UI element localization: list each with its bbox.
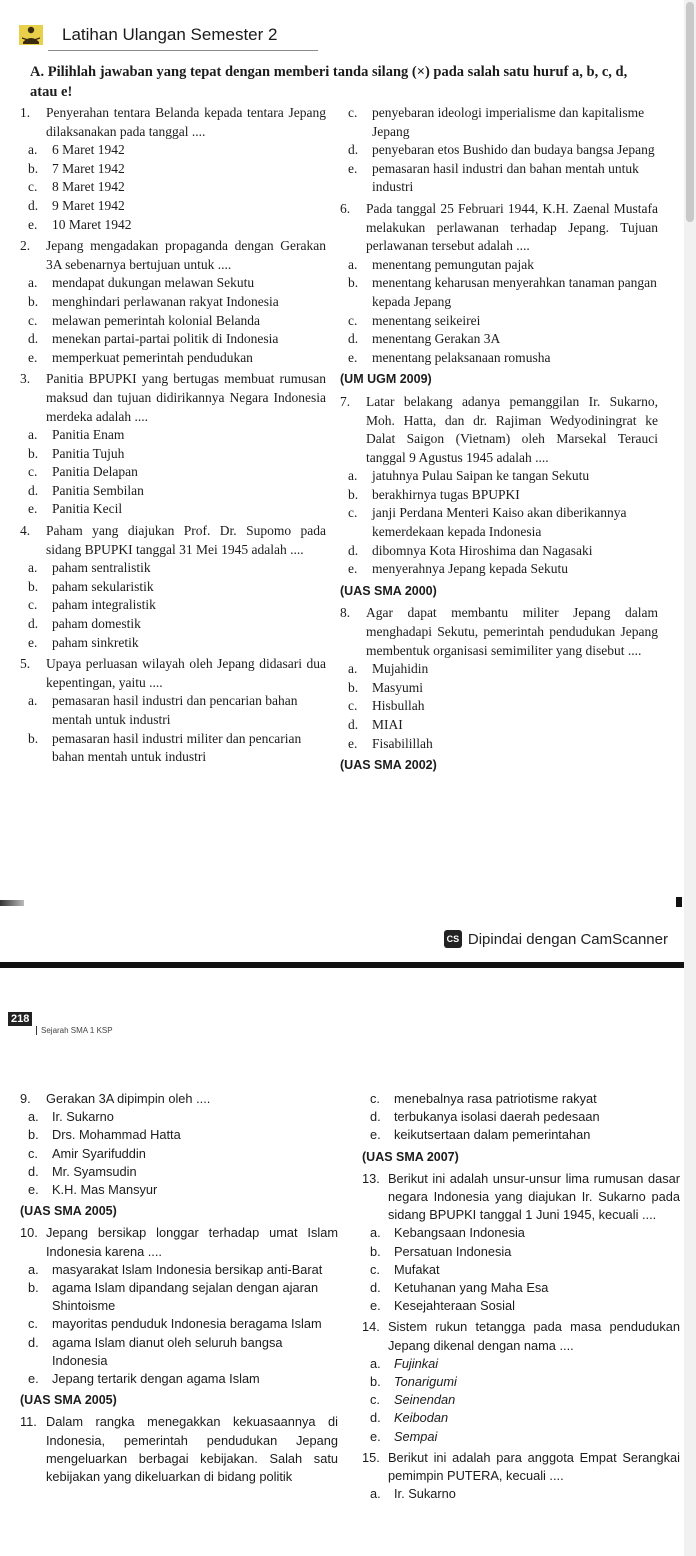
option-text: Tonarigumi [394, 1374, 457, 1390]
answer-option[interactable] [20, 1370, 338, 1388]
option-text: berakhirnya tugas BPUPKI [372, 486, 520, 502]
option-letter[interactable]: c. [348, 698, 358, 714]
answer-option[interactable] [362, 1126, 680, 1144]
question-item [20, 522, 326, 652]
answer-option[interactable] [20, 1279, 338, 1315]
question-text: Panitia BPUPKI yang bertugas membuat rumusan maksud dan tujuan didirikannya Negara Indonesia merdeka adalah .... [46, 371, 326, 424]
question-stem [362, 1449, 680, 1485]
question-text: Upaya perluasan wilayah oleh Jepang didasari dua kepentingan, yaitu .... [46, 656, 326, 690]
option-letter[interactable]: e. [28, 349, 38, 365]
option-letter[interactable]: d. [348, 542, 359, 558]
option-text: paham sentralistik [52, 560, 151, 576]
option-letter[interactable]: c. [348, 105, 358, 120]
question-text: Pada tanggal 25 Februari 1944, K.H. Zaenal Mustafa melakukan perlawanan terhadap Jepang. Tujuan perlawanan tersebut adalah .... [366, 200, 658, 254]
question-number: 7. [340, 393, 351, 409]
option-text: MIAI [372, 717, 403, 732]
question-text: Berikut ini adalah unsur-unsur lima rumusan dasar negara Indonesia yang diajukan Ir. Sukarno pada sidang BPUPKI tanggal 1 Juni 1945, kecuali .... [388, 1170, 680, 1223]
question-stem [362, 1170, 680, 1225]
question-item [20, 1224, 338, 1409]
option-letter[interactable]: b. [370, 1374, 381, 1390]
option-text: Kebangsaan Indonesia [394, 1225, 525, 1241]
option-text: paham domestik [52, 616, 141, 632]
option-letter[interactable]: e. [348, 349, 358, 365]
option-letter[interactable]: d. [370, 1410, 381, 1426]
option-letter[interactable]: e. [370, 1298, 381, 1314]
option-letter[interactable]: a. [348, 256, 358, 272]
answer-option[interactable] [20, 596, 326, 615]
question-stem [340, 200, 658, 256]
question-number: 13. [362, 1170, 380, 1186]
answer-option[interactable] [20, 559, 326, 578]
option-text: Kesejahteraan Sosial [394, 1298, 515, 1314]
scan-artifact [0, 900, 24, 906]
question-text: Jepang mengadakan propaganda dengan Gerakan 3A sebenarnya bertujuan untuk .... [46, 238, 326, 272]
option-letter[interactable]: b. [28, 1127, 39, 1143]
option-text: Keibodan [394, 1410, 449, 1426]
option-text: agama Islam dipandang sejalan dengan ajaran Shintoisme [52, 1280, 319, 1314]
option-letter[interactable]: d. [28, 331, 39, 347]
question-item [20, 104, 326, 234]
option-letter[interactable]: a. [28, 560, 38, 576]
answer-option[interactable] [362, 1261, 680, 1279]
option-text: penyebaran etos Bushido dan budaya bangsa Jepang [372, 142, 655, 158]
option-letter[interactable]: e. [28, 634, 38, 650]
question-text: Penyerahan tentara Belanda kepada tentara Jepang dilaksanakan pada tanggal .... [46, 105, 326, 139]
answer-option[interactable] [340, 160, 658, 197]
option-text: Ir. Sukarno [394, 1486, 456, 1502]
option-letter[interactable]: a. [348, 468, 358, 484]
question-number: 9. [20, 1091, 31, 1106]
option-letter[interactable]: a. [348, 661, 358, 677]
question-item [20, 1413, 338, 1486]
option-text: menentang seikeirei [372, 312, 481, 328]
option-letter[interactable]: c. [28, 464, 38, 480]
question-item [340, 393, 658, 601]
option-text: dibomnya Kota Hiroshima dan Nagasaki [372, 542, 593, 558]
option-letter[interactable]: e. [28, 1182, 39, 1198]
camscanner-logo-icon: CS [444, 930, 462, 948]
question-source: (UAS SMA 2002) [340, 758, 437, 773]
option-letter[interactable]: e. [28, 216, 38, 232]
option-text: melawan pemerintah kolonial Belanda [52, 312, 261, 328]
option-letter[interactable]: d. [28, 482, 39, 498]
answer-option[interactable] [340, 312, 658, 331]
option-text: paham sinkretik [52, 634, 139, 650]
option-letter[interactable]: b. [28, 578, 39, 594]
answer-option[interactable] [340, 716, 658, 735]
option-text: Fisabilillah [372, 735, 433, 751]
option-text: Persatuan Indonesia [394, 1243, 512, 1259]
option-letter[interactable]: a. [28, 1109, 39, 1125]
option-letter[interactable]: e. [28, 501, 38, 517]
answer-option[interactable] [20, 293, 326, 312]
option-text: Panitia Delapan [52, 464, 138, 480]
option-text: 9 Maret 1942 [52, 197, 125, 213]
question-text: Berikut ini adalah para anggota Empat Serangkai pemimpin PUTERA, kecuali .... [388, 1449, 680, 1484]
option-letter[interactable]: a. [370, 1225, 381, 1241]
answer-option[interactable] [20, 1108, 338, 1126]
option-letter[interactable]: c. [348, 312, 358, 328]
answer-option[interactable] [362, 1108, 680, 1126]
question-number: 3. [20, 371, 31, 387]
option-letter[interactable]: d. [370, 1280, 381, 1296]
option-text: Ir. Sukarno [52, 1109, 114, 1125]
option-text: Ketuhanan yang Maha Esa [394, 1280, 549, 1296]
question-item [340, 604, 658, 774]
option-letter[interactable]: a. [28, 142, 38, 158]
option-letter[interactable]: a. [28, 693, 38, 709]
right-column [340, 104, 658, 779]
answer-option[interactable] [20, 178, 326, 197]
option-letter[interactable]: a. [370, 1486, 381, 1502]
option-text: Seinendan [394, 1392, 456, 1408]
answer-option[interactable] [20, 445, 326, 464]
question-number: 6. [340, 200, 351, 216]
answer-option[interactable] [362, 1224, 680, 1242]
answer-option[interactable] [362, 1391, 680, 1409]
option-text: pemasaran hasil industri militer dan pencarian bahan mentah untuk industri [52, 730, 302, 765]
option-letter[interactable]: c. [28, 179, 38, 195]
scan-artifact [676, 897, 682, 907]
option-letter[interactable]: a. [28, 275, 38, 291]
question-number: 4. [20, 523, 31, 539]
left-column [20, 104, 326, 770]
page2-left-column [20, 1090, 338, 1489]
question-source: (UAS SMA 2005) [20, 1393, 117, 1408]
answer-option[interactable] [20, 1126, 338, 1144]
answer-option[interactable] [20, 482, 326, 501]
scrollbar[interactable] [684, 0, 696, 1556]
option-letter[interactable]: e. [370, 1428, 381, 1444]
question-stem [340, 393, 658, 467]
answer-option[interactable] [340, 104, 658, 141]
answer-option[interactable] [340, 330, 658, 349]
answer-option[interactable] [20, 216, 326, 235]
option-letter[interactable]: d. [28, 1163, 39, 1179]
option-letter[interactable]: e. [348, 160, 358, 176]
option-text: menentang pelaksanaan romusha [372, 349, 551, 365]
question-source: (UM UGM 2009) [340, 372, 432, 387]
question-item [362, 1318, 680, 1445]
option-text: Hisbullah [372, 698, 425, 714]
answer-option[interactable] [340, 274, 658, 311]
answer-option[interactable] [20, 274, 326, 293]
option-text: Drs. Mohammad Hatta [52, 1127, 181, 1143]
question-continuation [340, 104, 658, 197]
question-text: Sistem rukun tetangga pada masa pendudukan Jepang dikenal dengan nama .... [388, 1319, 680, 1353]
option-text: Mr. Syamsudin [52, 1163, 137, 1179]
answer-option[interactable] [20, 160, 326, 179]
option-text: Jepang tertarik dengan agama Islam [52, 1371, 260, 1387]
question-number: 2. [20, 238, 31, 254]
answer-option[interactable] [20, 1145, 338, 1163]
question-item [340, 200, 658, 389]
option-letter[interactable]: c. [370, 1392, 380, 1408]
option-letter[interactable]: c. [348, 505, 358, 521]
option-letter[interactable]: e. [28, 1371, 39, 1387]
option-letter[interactable]: b. [348, 486, 359, 502]
answer-option[interactable] [20, 426, 326, 445]
answer-option[interactable] [20, 1315, 338, 1333]
option-letter[interactable]: c. [370, 1091, 380, 1106]
question-text: Gerakan 3A dipimpin oleh .... [46, 1091, 211, 1106]
answer-option[interactable] [20, 634, 326, 653]
answer-option[interactable] [362, 1373, 680, 1391]
question-text: Jepang bersikap longgar terhadap umat Islam Indonesia karena .... [46, 1225, 338, 1259]
running-head: Sejarah SMA 1 KSP [36, 1026, 113, 1035]
question-item [20, 655, 326, 767]
answer-option[interactable] [20, 141, 326, 160]
answer-option[interactable] [362, 1243, 680, 1261]
option-letter[interactable]: e. [348, 735, 358, 751]
option-text: keikutsertaan dalam pemerintahan [394, 1127, 591, 1143]
page-title: Latihan Ulangan Semester 2 [62, 25, 278, 44]
question-number: 5. [20, 656, 31, 672]
answer-option[interactable] [20, 312, 326, 331]
question-stem [20, 1413, 338, 1486]
answer-option[interactable] [20, 463, 326, 482]
option-text: memperkuat pemerintah pendudukan [52, 349, 253, 365]
question-text: Agar dapat membantu militer Jepang dalam menghadapi Sekutu, pemerintah pendudukan Jepang membentuk organisasi semimiliter yang disebut .... [366, 605, 658, 658]
answer-option[interactable] [340, 349, 658, 368]
question-stem [20, 1224, 338, 1260]
option-letter[interactable]: d. [370, 1109, 381, 1125]
option-text: K.H. Mas Mansyur [52, 1182, 158, 1198]
answer-option[interactable] [340, 256, 658, 275]
option-text: Mujahidin [372, 661, 429, 677]
option-text: Sempai [394, 1428, 438, 1444]
answer-option[interactable] [20, 692, 326, 729]
option-letter[interactable]: b. [28, 1280, 39, 1296]
answer-option[interactable] [362, 1409, 680, 1427]
answer-option[interactable] [340, 141, 658, 160]
answer-option[interactable] [340, 660, 658, 679]
option-text: 10 Maret 1942 [52, 216, 132, 232]
option-text: janji Perdana Menteri Kaiso akan diberikannya kemerdekaan kepada Indonesia [372, 505, 627, 540]
question-stem [20, 104, 326, 141]
option-text: mayoritas penduduk Indonesia beragama Islam [52, 1316, 322, 1332]
answer-option[interactable] [340, 697, 658, 716]
option-letter[interactable]: b. [28, 445, 39, 461]
option-text: pemasaran hasil industri dan bahan mentah untuk industri [372, 160, 639, 195]
answer-option[interactable] [362, 1485, 680, 1503]
question-stem [20, 1090, 338, 1108]
option-letter[interactable]: b. [28, 293, 39, 309]
question-stem [20, 522, 326, 559]
answer-option[interactable] [340, 486, 658, 505]
question-number: 10. [20, 1225, 38, 1241]
option-text: 7 Maret 1942 [52, 160, 125, 176]
answer-option[interactable] [20, 1181, 338, 1199]
option-letter[interactable]: d. [348, 331, 359, 347]
option-text: Panitia Enam [52, 427, 125, 443]
answer-option[interactable] [20, 330, 326, 349]
option-text: menekan partai-partai politik di Indonesia [52, 331, 279, 347]
option-text: Mufakat [394, 1261, 440, 1277]
answer-option[interactable] [340, 560, 658, 579]
option-text: pemasaran hasil industri dan pencarian bahan mentah untuk industri [52, 693, 298, 727]
option-text: Panitia Tujuh [52, 445, 125, 461]
question-item [20, 1090, 338, 1220]
question-item [20, 237, 326, 367]
option-letter[interactable]: c. [28, 1316, 38, 1332]
question-item [20, 370, 326, 519]
question-text: Paham yang diajukan Prof. Dr. Supomo pada sidang BPUPKI tanggal 31 Mei 1945 adalah .... [46, 523, 326, 557]
answer-option[interactable] [340, 504, 658, 541]
option-text: agama Islam dianut oleh seluruh bangsa Indonesia [52, 1334, 283, 1368]
answer-option[interactable] [362, 1279, 680, 1297]
question-number: 1. [20, 105, 31, 120]
question-text: Dalam rangka menegakkan kekuasaannya di Indonesia, pemerintah pendudukan Jepang mengeluarkan berbagai kebijakan. Salah satu kebijakan yang dikeluarkan di bidang politik [46, 1414, 338, 1485]
question-number: 11. [20, 1414, 37, 1430]
option-text: menentang keharusan menyerahkan tanaman pangan kepada Jepang [372, 275, 657, 309]
option-text: jatuhnya Pulau Saipan ke tangan Sekutu [372, 468, 590, 484]
answer-option[interactable] [20, 1334, 338, 1370]
answer-option[interactable] [20, 1261, 338, 1279]
option-text: Amir Syarifuddin [52, 1145, 146, 1161]
answer-option[interactable] [20, 578, 326, 597]
question-number: 8. [340, 605, 351, 621]
option-letter[interactable]: d. [28, 616, 39, 632]
book-reader-icon [18, 22, 44, 48]
answer-option[interactable] [362, 1428, 680, 1446]
question-source: (UAS SMA 2000) [340, 583, 437, 598]
answer-option[interactable] [20, 500, 326, 519]
question-source: (UAS SMA 2005) [20, 1204, 117, 1219]
section-header [18, 20, 277, 50]
page-divider [0, 962, 684, 968]
option-text: 8 Maret 1942 [52, 179, 125, 195]
option-letter[interactable]: b. [370, 1243, 381, 1259]
option-text: menyerahnya Jepang kepada Sekutu [372, 561, 569, 577]
option-letter[interactable]: c. [370, 1261, 380, 1277]
option-text: Panitia Sembilan [52, 482, 144, 498]
option-text: Fujinkai [394, 1355, 439, 1371]
answer-option[interactable] [20, 197, 326, 216]
question-stem [362, 1318, 680, 1354]
question-stem [20, 370, 326, 426]
option-text: menentang pemungutan pajak [372, 256, 534, 272]
option-text: 6 Maret 1942 [52, 142, 125, 158]
option-letter[interactable]: e. [370, 1127, 381, 1143]
option-letter[interactable]: d. [28, 1334, 39, 1350]
option-letter[interactable]: c. [28, 312, 38, 328]
answer-option[interactable] [362, 1355, 680, 1373]
option-letter[interactable]: c. [28, 1145, 38, 1161]
question-number: 15. [362, 1449, 380, 1465]
option-text: terbukanya isolasi daerah pedesaan [394, 1109, 600, 1125]
page-number: 218 [8, 1012, 32, 1026]
option-text: menentang Gerakan 3A [372, 331, 501, 347]
answer-option[interactable] [20, 730, 326, 767]
answer-option[interactable] [20, 615, 326, 634]
option-text: Panitia Kecil [52, 501, 123, 517]
answer-option[interactable] [340, 679, 658, 698]
option-text: menghindari perlawanan rakyat Indonesia [52, 293, 279, 309]
option-letter[interactable]: a. [28, 427, 38, 443]
option-letter[interactable]: a. [28, 1261, 39, 1277]
page2-right-column [362, 1090, 680, 1506]
option-letter[interactable]: b. [348, 275, 359, 291]
question-stem [20, 237, 326, 274]
option-text: paham integralistik [52, 597, 156, 613]
option-letter[interactable]: a. [370, 1355, 381, 1371]
answer-option[interactable] [20, 349, 326, 368]
camscanner-watermark [444, 930, 668, 948]
question-text: Latar belakang adanya pemanggilan Ir. Sukarno, Moh. Hatta, dan dr. Rajiman Wedyodiningrat ke Dalat Saigon (Vietnam) oleh Marsekal Terauci tanggal 9 Agustus 1945 adalah .... [366, 393, 658, 465]
question-stem [20, 655, 326, 692]
camscanner-text: Dipindai dengan CamScanner [467, 930, 668, 948]
option-letter[interactable]: c. [28, 597, 38, 613]
question-item [362, 1449, 680, 1504]
option-letter[interactable]: d. [28, 197, 39, 213]
option-text: menebalnya rasa patriotisme rakyat [394, 1091, 597, 1106]
option-letter[interactable]: e. [348, 561, 358, 577]
question-number: 14. [362, 1319, 380, 1335]
answer-option[interactable] [340, 467, 658, 486]
option-text: masyarakat Islam Indonesia bersikap anti-Barat [52, 1261, 323, 1277]
option-letter[interactable]: d. [348, 717, 359, 732]
option-text: penyebaran ideologi imperialisme dan kapitalisme Jepang [372, 105, 645, 139]
answer-option[interactable] [340, 735, 658, 754]
question-stem [340, 604, 658, 660]
answer-option[interactable] [20, 1163, 338, 1181]
option-letter[interactable]: d. [348, 142, 359, 158]
option-letter[interactable]: b. [28, 160, 39, 176]
instruction-text: A. Pilihlah jawaban yang tepat dengan memberi tanda silang (×) pada salah satu huruf a, b, c, d, atau e! [30, 64, 628, 100]
scrollbar-thumb[interactable] [686, 2, 694, 222]
question-item [362, 1170, 680, 1316]
option-text: Masyumi [372, 679, 424, 695]
option-letter[interactable]: b. [348, 679, 359, 695]
option-letter[interactable]: b. [28, 730, 39, 746]
answer-option[interactable] [362, 1297, 680, 1315]
answer-option[interactable] [340, 542, 658, 561]
question-source: (UAS SMA 2007) [362, 1149, 459, 1164]
answer-option[interactable] [362, 1090, 680, 1108]
question-continuation [362, 1090, 680, 1166]
option-text: paham sekularistik [52, 578, 154, 594]
option-text: mendapat dukungan melawan Sekutu [52, 275, 255, 291]
title-underline [48, 50, 318, 51]
